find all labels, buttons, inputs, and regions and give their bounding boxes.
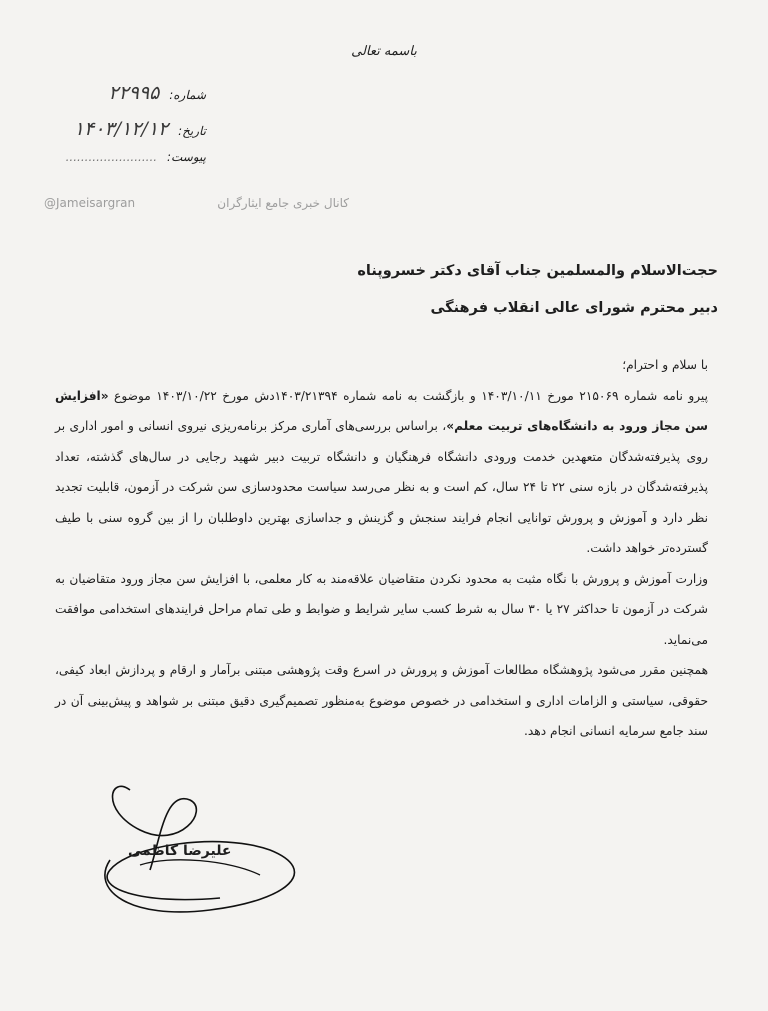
addressee-title: دبیر محترم شورای عالی انقلاب فرهنگی xyxy=(430,300,718,316)
letter-attachment xyxy=(66,150,206,164)
letter-attachment-value: ........................ xyxy=(65,150,158,164)
letter-number xyxy=(108,82,206,104)
paragraph-1 xyxy=(55,381,708,564)
signature-stroke-cross xyxy=(140,860,260,875)
subject-title: «افزایش سن مجاز ورود به دانشگاه‌های تربیت معلم» xyxy=(55,388,708,433)
watermark-handle: @Jameisargran xyxy=(44,196,136,210)
channel-watermark xyxy=(44,196,349,210)
paragraph-3: همچنین مقرر می‌شود پژوهشگاه مطالعات آموزش و پرورش در اسرع وقت پژوهشی مبتنی برآمار و ارقام و پردازش ابعاد کیفی، حقوقی، سیاستی و الزامات اداری و استخدامی در خصوص موضوع به‌منظور تصمیم‌گیری دقیق مبتنی بر شواهد و پیش‌بینی آن در سند جامع سرمایه انسانی انجام دهد. xyxy=(55,663,708,738)
watermark-channel-name: کانال خبری جامع ایثارگران xyxy=(217,196,349,210)
paragraph-1-rest: ، براساس بررسی‌های آماری مرکز برنامه‌ریزی نیروی انسانی و امور اداری بر روی پذیرفته‌شدگان متعهدین خدمت ورودی دانشگاه فرهنگیان و دانشگاه تربیت دبیر شهید رجایی در سال‌های گذشته، تعداد پذیرفته‌شدگان در بازه سنی ۲۲ تا ۲۴ سال، کم است و به نظر می‌رسد سیاست محدودسازی سن شرکت در آزمون، قابلیت تجدید نظر دارد و آموزش و پرورش توانایی انجام فرایند سنجش و گزینش و جداسازی بهترین داوطلبان را از بین گروه سنی با طیف گسترده‌تر خواهد داشت. xyxy=(55,419,708,555)
letter-number-label: شماره: xyxy=(169,88,206,102)
paragraph-1-intro: پیرو نامه شماره ۲۱۵۰۶۹ مورخ ۱۴۰۳/۱۰/۱۱ و بازگشت به نامه شماره ۱۴۰۳/۲۱۳۹۴دش مورخ ۱۴۰۳/۱۰/۲۲ موضوع xyxy=(108,388,708,403)
letter-attachment-label: پیوست: xyxy=(166,150,206,164)
greeting: با سلام و احترام؛ xyxy=(622,358,708,372)
letter-date-value: ۱۴۰۳/۱۲/۱۲ xyxy=(73,118,169,140)
letter-date xyxy=(74,118,206,140)
addressee-name: حجت‌الاسلام والمسلمین جناب آقای دکتر خسروپناه xyxy=(357,263,718,279)
letter-body xyxy=(55,350,708,747)
letter-number-value: ۲۲۹۹۵ xyxy=(108,82,160,104)
signatory-name: علیرضا کاظمی xyxy=(128,843,232,859)
letter-date-label: تاریخ: xyxy=(178,124,206,138)
paragraph-2: وزارت آموزش و پرورش با نگاه مثبت به محدود نکردن متقاضیان علاقه‌مند به کار معلمی، با افزایش سن مجاز ورود متقاضیان به شرکت در آزمون تا حداکثر ۲۷ یا ۳۰ سال به شرط کسب سایر شرایط و ضوابط و طی تمام مراحل فرایندهای استخدامی موافقت می‌نماید. xyxy=(55,571,709,647)
basmala: باسمه تعالی xyxy=(351,44,417,59)
